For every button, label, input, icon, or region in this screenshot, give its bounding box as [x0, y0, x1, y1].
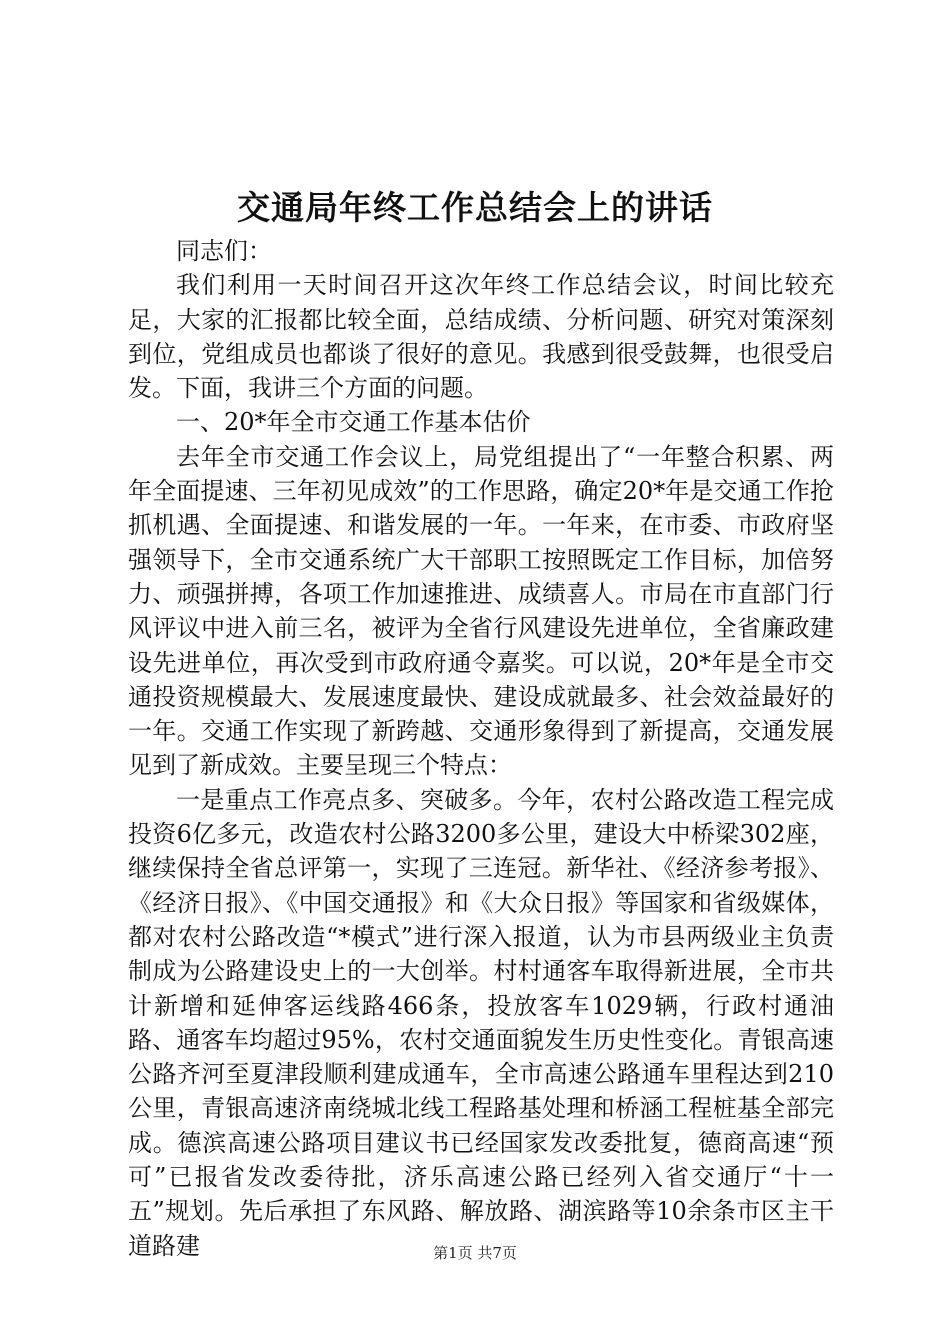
- page-number-footer: 第1页 共7页: [433, 1244, 517, 1262]
- paragraph-assessment: 去年全市交通工作会议上，局党组提出了“一年整合积累、两年全面提速、三年初见成效”的工作思路，确定20*年是交通工作抢抓机遇、全面提速、和谐发展的一年。一年来，在市委、市政府坚强领导下，全市交通系统广大干部职工按照既定工作目标，加倍努力、顽强拼搏，各项工作加速推进、成绩喜人。市局在市直部门行风评议中进入前三名，被评为全省行风建设先进单位，全省廉政建设先进单位，再次受到市政府通令嘉奖。可以说，20*年是全市交通投资规模最大、发展速度最快、建设成就最多、社会效益最好的一年。交通工作实现了新跨越、交通形象得到了新提高，交通发展见到了新成效。主要呈现三个特点：: [128, 442, 834, 780]
- section-heading-1: 一、20*年全市交通工作基本估价: [176, 408, 531, 437]
- paragraph-intro: 我们利用一天时间召开这次年终工作总结会议，时间比较充足，大家的汇报都比较全面，总结成绩、分析问题、研究对策深刻到位，党组成员也都谈了很好的意见。我感到很受鼓舞，也很受启发。下面，我讲三个方面的问题。: [128, 271, 834, 403]
- paragraph-feature-1: 一是重点工作亮点多、突破多。今年，农村公路改造工程完成投资6亿多元，改造农村公路3200多公里，建设大中桥梁302座，继续保持全省总评第一，实现了三连冠。新华社、《经济参考报》、《经济日报》、《中国交通报》和《大众日报》等国家和省级媒体，都对农村公路改造“*模式”进行深入报道，认为市县两级业主负责制成为公路建设史上的一大创举。村村通客车取得新进展，全市共计新增和延伸客运线路466条，投放客车1029辆，行政村通油路、通客车均超过95%，农村交通面貌发生历史性变化。青银高速公路齐河至夏津段顺利建成通车，全市高速公路通车里程达到210公里，青银高速济南绕城北线工程路基处理和桥涵工程桩基全部完成。德滨高速公路项目建议书已经国家发改委批复，德商高速“预可”已报省发改委待批，济乐高速公路已经列入省交通厅“十一五”规划。先后承担了东风路、解放路、湖滨路等10余条市区主干道路建: [128, 785, 834, 1260]
- document-body: [128, 234, 834, 1263]
- paragraph-salutation: 同志们：: [176, 237, 272, 265]
- document-title: 交通局年终工作总结会上的讲话: [237, 188, 713, 227]
